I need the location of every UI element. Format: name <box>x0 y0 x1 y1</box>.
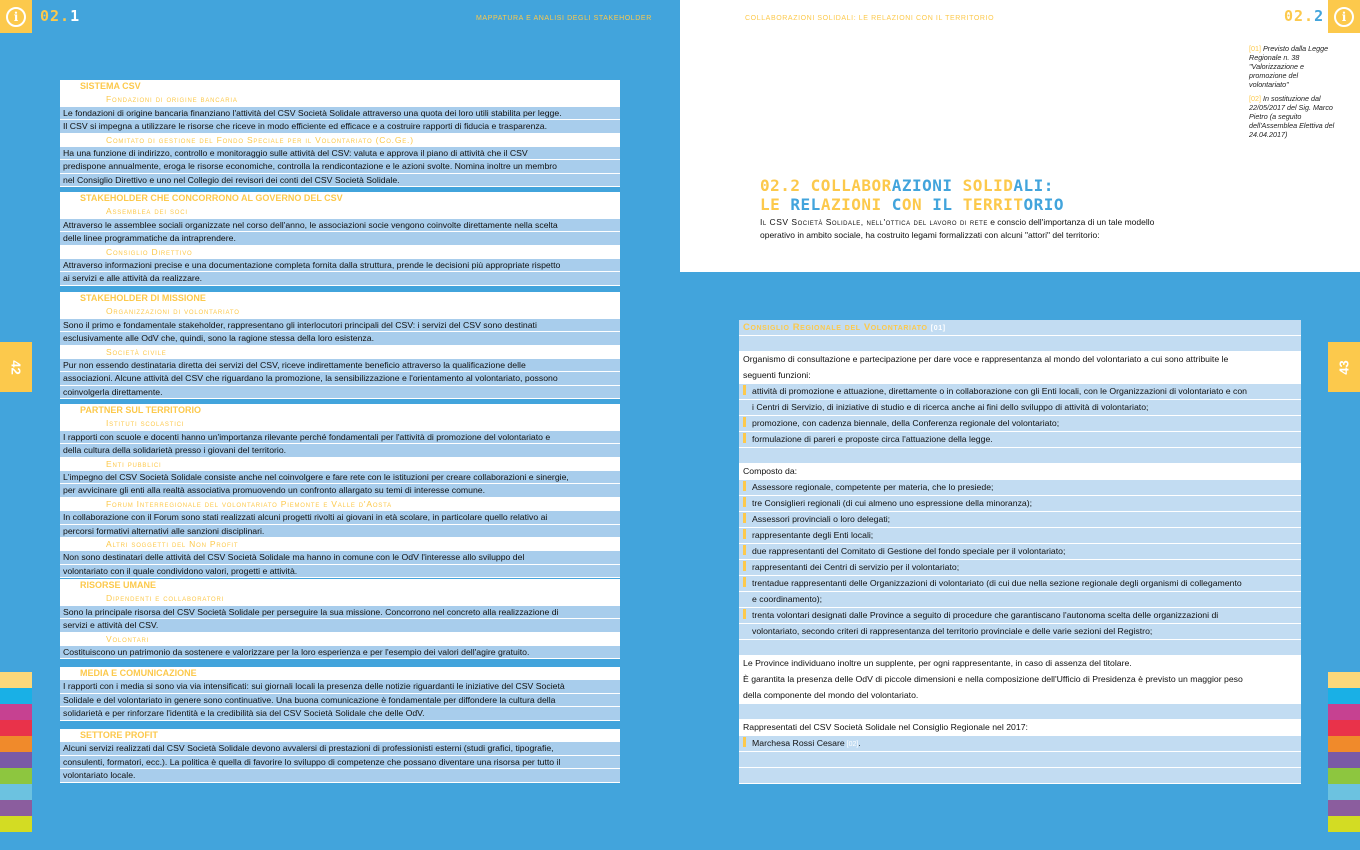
table-row: L'impegno del CSV Società Solidale consiste anche nel coinvolgere e fare rete con le istituzioni per creare collaborazioni e sinergie, <box>60 471 620 484</box>
title-segment: ALI: <box>1013 176 1054 195</box>
row-text: Assessori provinciali o loro delegati; <box>752 514 891 524</box>
page-number-left: 42 <box>0 342 32 392</box>
table-row <box>739 752 1301 768</box>
table-subtitle: Dipendenti e collaboratori <box>60 592 620 605</box>
table-row: Sono la principale risorsa del CSV Società Solidale per perseguire la sua missione. Concorrono nel concreto alla realizzazione di <box>60 606 620 619</box>
bullet-marker <box>743 561 746 571</box>
title-segment: SOLID <box>962 176 1014 195</box>
table-subtitle: Forum Interregionale del volontariato Piemonte e Valle d'Aosta <box>60 498 620 511</box>
stakeholder-table <box>60 579 620 659</box>
row-text: i Centri di Servizio, di iniziative di studio e di ricerca anche ai fini dello sviluppo di attività di volontariato; <box>752 402 1149 412</box>
section-number-left: 02.1 <box>40 7 81 25</box>
table-row <box>739 736 1301 752</box>
table-subtitle: Comitato di gestione del Fondo Speciale per il Volontariato (Co.Ge.) <box>60 134 620 147</box>
table-row <box>739 544 1301 560</box>
row-text: e coordinamento); <box>752 594 823 604</box>
bullet-marker <box>743 417 746 427</box>
color-stripe <box>1328 704 1360 720</box>
footnote-ref: [01] <box>1249 44 1261 53</box>
table-row <box>739 768 1301 784</box>
table-row: Non sono destinatari delle attività del CSV Società Solidale ma hanno in comune con le OdV l'interesse allo sviluppo del <box>60 551 620 564</box>
color-stripe <box>1328 768 1360 784</box>
color-stripe <box>0 688 32 704</box>
table-row <box>739 512 1301 528</box>
bullet-marker <box>743 433 746 443</box>
table-subtitle: Consiglio Direttivo <box>60 246 620 259</box>
bullet-marker <box>743 385 746 395</box>
footnote-ref: [02] <box>1249 94 1261 103</box>
title-segment: AZIONI <box>820 195 892 214</box>
table-row: predispone annualmente, eroga le risorse economiche, controlla la rendicontazione e le azioni svolte. Nomina inoltre un membro <box>60 160 620 173</box>
table-row: In collaborazione con il Forum sono stati realizzati alcuni progetti rivolti ai giovani in età scolare, in particolare quello relativo ai <box>60 511 620 524</box>
table-row <box>739 432 1301 448</box>
title-segment: AZIONI <box>891 176 963 195</box>
footnote-text: In sostituzione dal 22/05/2017 del Sig. Marco Pietro (a seguito dell'Assemblea Elettiva del 24.04.2017) <box>1249 94 1335 139</box>
row-text: Composto da: <box>743 466 798 476</box>
table-row: Le fondazioni di origine bancaria finanziano l'attività del CSV Società Solidale attraverso una quota dei loro utili stabilita per legge. <box>60 107 620 120</box>
stakeholder-table <box>60 292 620 399</box>
table-title: STAKEHOLDER CHE CONCORRONO AL GOVERNO DEL CSV <box>60 192 620 205</box>
color-stripe <box>0 720 32 736</box>
table-row <box>739 608 1301 624</box>
table-row: Solidale e del volontariato in genere sono continuative. Una buona comunicazione è fondamentale per diffondere la cultura della <box>60 694 620 707</box>
table-row <box>739 528 1301 544</box>
table-row: esclusivamente alle OdV che, quindi, sono la ragione stessa della loro esistenza. <box>60 332 620 345</box>
table-subtitle: Volontari <box>60 633 620 646</box>
table-row: volontariato con il quale condividono valori, progetti e attività. <box>60 565 620 578</box>
table-row <box>739 688 1301 704</box>
title-segment: LE <box>760 195 791 214</box>
table-row: ai servizi e alle attività da realizzare. <box>60 272 620 285</box>
table-row: I rapporti con i media si sono via via intensificati: sui giornali locali la presenza delle notizie riguardanti le iniziative del CSV Società <box>60 680 620 693</box>
table-row <box>739 464 1301 480</box>
table-row <box>739 640 1301 656</box>
info-icon: i <box>0 0 32 33</box>
council-table <box>739 320 1301 784</box>
table-title: STAKEHOLDER DI MISSIONE <box>60 292 620 305</box>
table-row <box>739 576 1301 592</box>
table-row: Il CSV si impegna a utilizzare le risorse che riceve in modo efficiente ed efficace e a costruire rapporti di fiducia e trasparenza. <box>60 120 620 133</box>
table-row: per avvicinare gli enti alla realtà associativa promuovendo un confronto allargato su temi di interesse comune. <box>60 484 620 497</box>
section-number-right: 02.2 <box>1284 7 1325 25</box>
table-title: RISORSE UMANE <box>60 579 620 592</box>
table-row: Attraverso informazioni precise e una documentazione completa fornita dalla struttura, prende le decisioni più appropriate rispetto <box>60 259 620 272</box>
running-header-left: MAPPATURA E ANALISI DEGLI STAKEHOLDER <box>476 15 652 22</box>
color-stripes-left <box>0 672 32 832</box>
table-subtitle: Assemblea dei soci <box>60 205 620 218</box>
row-text: rappresentanti dei Centri di servizio per il volontariato; <box>752 562 960 572</box>
page-number-right: 43 <box>1328 342 1360 392</box>
table-row: Pur non essendo destinataria diretta dei servizi del CSV, riceve indirettamente beneficio attraverso la qualificazione delle <box>60 359 620 372</box>
table-row: coinvolgerla direttamente. <box>60 386 620 399</box>
row-text: attività di promozione e attuazione, direttamente o in collaborazione con gli Enti locali, con le Organizzazioni di volontariato e con <box>752 386 1247 396</box>
color-stripe <box>1328 720 1360 736</box>
table-subtitle: Organizzazioni di volontariato <box>60 305 620 318</box>
stakeholder-table <box>60 192 620 286</box>
stakeholder-table <box>60 667 620 721</box>
table-subtitle: Società civile <box>60 346 620 359</box>
table-title: MEDIA E COMUNICAZIONE <box>60 667 620 680</box>
color-stripes-right <box>1328 672 1360 832</box>
section-title <box>760 176 1064 214</box>
table-row: servizi e attività del CSV. <box>60 619 620 632</box>
table-row: Costituiscono un patrimonio da sostenere e valorizzare per la loro esperienza e per l'esempio dei valori dell'agire gratuito. <box>60 646 620 659</box>
intro-rest: e conscio dell'importanza di un tale modello operativo in ambito sociale, ha costruito legami formalizzati con alcuni "attori" del territorio: <box>760 217 1155 240</box>
row-text: tre Consiglieri regionali (di cui almeno uno espressione della minoranza); <box>752 498 1033 508</box>
table-row <box>739 560 1301 576</box>
table-row: consulenti, formatori, ecc.). La politica è quella di favorire lo sviluppo di competenze che possano diventare una risorsa per tutto il <box>60 756 620 769</box>
color-stripe <box>1328 688 1360 704</box>
color-stripe <box>0 816 32 832</box>
bullet-marker <box>743 497 746 507</box>
bullet-marker <box>743 529 746 539</box>
color-stripe <box>0 704 32 720</box>
footnote-text: Previsto dalla Legge Regionale n. 38 "Valorizzazione e promozione del volontariato" <box>1249 44 1329 89</box>
color-stripe <box>1328 784 1360 800</box>
intro-text <box>760 216 1160 242</box>
table-row: Attraverso le assemblee sociali organizzate nel corso dell'anno, le associazioni socie vengono coinvolte direttamente nella scelta <box>60 219 620 232</box>
table-row <box>739 656 1301 672</box>
row-text: due rappresentanti del Comitato di Gestione del fondo speciale per il volontariato; <box>752 546 1066 556</box>
stakeholder-table <box>60 404 620 578</box>
table-row: Ha una funzione di indirizzo, controllo e monitoraggio sulle attività del CSV: valuta e approva il piano di attività che il CSV <box>60 147 620 160</box>
table-row: associazioni. Alcune attività del CSV che riguardano la promozione, la sensibilizzazione e l'orientamento al volontariato, possono <box>60 372 620 385</box>
color-stripe <box>1328 816 1360 832</box>
title-segment: ORIO <box>1023 195 1065 214</box>
row-text: della componente del mondo del volontariato. <box>743 690 919 700</box>
color-stripe <box>0 768 32 784</box>
row-text: trenta volontari designati dalle Province a seguito di procedure che garantiscano l'autonoma scelta delle organizzazioni di <box>752 610 1219 620</box>
row-text: Organismo di consultazione e partecipazione per dare voce e rappresentanza al mondo del volontariato a cui sono attribuite le <box>743 354 1229 364</box>
color-stripe <box>1328 672 1360 688</box>
table-row: delle linee programmatiche da intraprendere. <box>60 232 620 245</box>
table-subtitle: Enti pubblici <box>60 458 620 471</box>
table-title: PARTNER SUL TERRITORIO <box>60 404 620 417</box>
table-row <box>739 352 1301 368</box>
table-row: Alcuni servizi realizzati dal CSV Società Solidale devono avvalersi di prestazioni di professionisti esterni (studi grafici, tipografie, <box>60 742 620 755</box>
row-text: Assessore regionale, competente per materia, che lo presiede; <box>752 482 994 492</box>
table-row: percorsi formativi alternativi alle sanzioni disciplinari. <box>60 525 620 538</box>
color-stripe <box>0 752 32 768</box>
council-heading: Consiglio Regionale del Volontariato [01] <box>739 320 1301 336</box>
table-row <box>739 672 1301 688</box>
info-icon: i <box>1328 0 1360 33</box>
title-segment: REL <box>790 195 821 214</box>
title-segment: TERRIT <box>962 195 1024 214</box>
table-row <box>739 448 1301 464</box>
row-text: seguenti funzioni: <box>743 370 811 380</box>
section-title-line-2 <box>760 195 1064 214</box>
table-row: volontariato locale. <box>60 769 620 782</box>
color-stripe <box>0 800 32 816</box>
footnote <box>1249 44 1337 89</box>
color-stripe <box>0 672 32 688</box>
table-row <box>739 720 1301 736</box>
title-segment: IL <box>932 195 963 214</box>
table-row: nel Consiglio Direttivo e uno nel Collegio dei revisori dei conti del CSV Società Solidale. <box>60 174 620 187</box>
title-segment: 02.2 <box>760 176 811 195</box>
row-text: Marchesa Rossi Cesare <box>752 738 845 748</box>
color-stripe <box>1328 752 1360 768</box>
table-row: della cultura della solidarietà presso i giovani del territorio. <box>60 444 620 457</box>
bullet-marker <box>743 545 746 555</box>
table-subtitle: Altri soggetti del Non Profit <box>60 538 620 551</box>
bullet-marker <box>743 481 746 491</box>
table-row <box>739 384 1301 400</box>
footnotes <box>1249 44 1337 144</box>
stakeholder-table <box>60 80 620 187</box>
table-row <box>739 704 1301 720</box>
table-subtitle: Istituti scolastici <box>60 417 620 430</box>
stakeholder-table <box>60 729 620 783</box>
table-title: SISTEMA CSV <box>60 80 620 93</box>
bullet-marker <box>743 609 746 619</box>
row-text: È garantita la presenza delle OdV di piccole dimensioni e nella composizione dell'Ufficio di Presidenza è previsto un maggior peso <box>743 674 1243 684</box>
table-row <box>739 336 1301 352</box>
row-text: Le Province individuano inoltre un supplente, per ogni rappresentante, in caso di assenza del titolare. <box>743 658 1132 668</box>
row-text: promozione, con cadenza biennale, della Conferenza regionale del volontariato; <box>752 418 1060 428</box>
table-title: SETTORE PROFIT <box>60 729 620 742</box>
row-text: Rappresentati del CSV Società Solidale nel Consiglio Regionale nel 2017: <box>743 722 1028 732</box>
color-stripe <box>1328 800 1360 816</box>
row-text: volontariato, secondo criteri di rappresentanza del territorio provinciale e delle varie sezioni del Registro; <box>752 626 1153 636</box>
table-row <box>739 592 1301 608</box>
section-title-line-1 <box>760 176 1064 195</box>
table-row <box>739 496 1301 512</box>
table-row <box>739 400 1301 416</box>
bullet-marker <box>743 513 746 523</box>
footnote-ref: [02] <box>844 741 859 748</box>
bullet-marker <box>743 737 746 747</box>
row-text: trentadue rappresentanti delle Organizzazioni di volontariato (di cui due nella sezione regionale degli organismi di collegamento <box>752 578 1242 588</box>
color-stripe <box>1328 736 1360 752</box>
table-row <box>739 416 1301 432</box>
title-segment: ON <box>901 195 933 214</box>
title-segment: C <box>891 195 902 214</box>
footnote <box>1249 94 1337 139</box>
table-row: solidarietà e per rinforzare l'identità e la credibilità sia del CSV Società Solidale che delle OdV. <box>60 707 620 720</box>
table-row <box>739 624 1301 640</box>
table-row: Sono il primo e fondamentale stakeholder, rappresentano gli interlocutori principali del CSV: i servizi del CSV sono destinati <box>60 319 620 332</box>
title-segment: COLLABOR <box>810 176 892 195</box>
row-text: rappresentante degli Enti locali; <box>752 530 874 540</box>
color-stripe <box>0 784 32 800</box>
running-header-right: COLLABORAZIONI SOLIDALI: LE RELAZIONI CON IL TERRITORIO <box>745 15 995 22</box>
row-text: formulazione di pareri e proposte circa l'attuazione della legge. <box>752 434 993 444</box>
table-row <box>739 480 1301 496</box>
bullet-marker <box>743 577 746 587</box>
row-suffix: . <box>858 738 861 748</box>
table-subtitle: Fondazioni di origine bancaria <box>60 93 620 106</box>
table-row: I rapporti con scuole e docenti hanno un'importanza rilevante perché fondamentali per l'attività di promozione del volontariato e <box>60 431 620 444</box>
intro-lead: Il CSV Società Solidale, nell'ottica del lavoro di rete <box>760 217 988 227</box>
color-stripe <box>0 736 32 752</box>
table-row <box>739 368 1301 384</box>
